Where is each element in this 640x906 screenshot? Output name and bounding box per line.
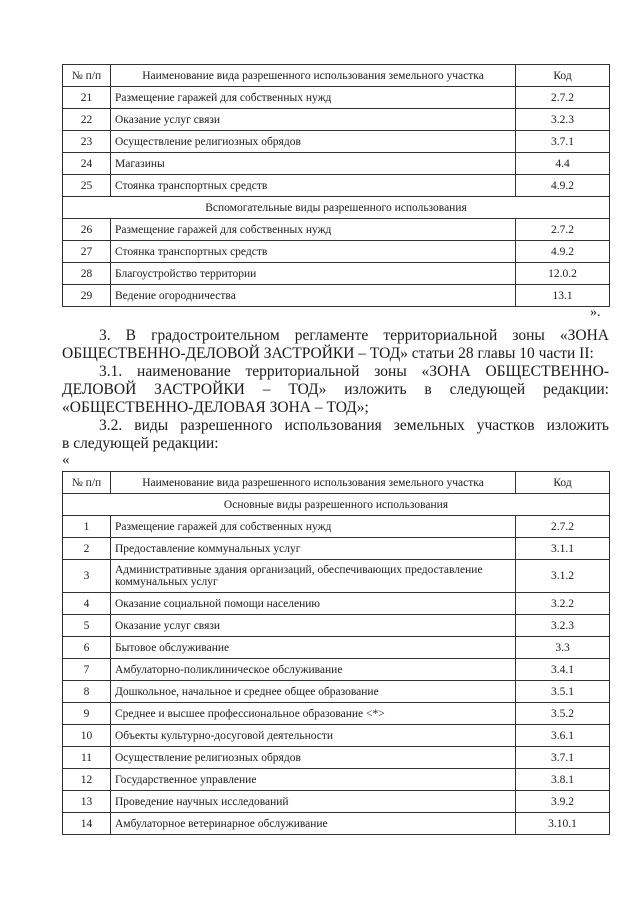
row-code: 3.2.2 — [516, 593, 610, 615]
section-row — [63, 197, 610, 219]
row-code: 3.5.2 — [516, 703, 610, 725]
table-row — [63, 615, 610, 637]
row-num: 27 — [63, 241, 111, 263]
row-name: Объекты культурно-досуговой деятельности — [111, 725, 516, 747]
row-code: 4.9.2 — [516, 175, 610, 197]
paragraph-3-1-line-1: 3.1. наименование территориальной зоны «ЗОНА ОБЩЕСТВЕННО- — [99, 363, 609, 380]
paragraph-3-2-line-1: 3.2. виды разрешенного использования земельных участков изложить — [99, 417, 609, 434]
paragraph-3-2-line-2: в следующей редакции: — [62, 435, 219, 452]
row-code: 2.7.2 — [516, 87, 610, 109]
header-code: Код — [516, 472, 610, 494]
row-num: 9 — [63, 703, 111, 725]
row-name: Оказание социальной помощи населению — [111, 593, 516, 615]
table-header-row — [63, 472, 610, 494]
table-row — [63, 131, 610, 153]
row-name: Предоставление коммунальных услуг — [111, 538, 516, 560]
table-row — [63, 516, 610, 538]
row-code: 4.4 — [516, 153, 610, 175]
row-name: Среднее и высшее профессиональное образование <*> — [111, 703, 516, 725]
table-row — [63, 637, 610, 659]
table-row — [63, 593, 610, 615]
row-name: Стоянка транспортных средств — [111, 175, 516, 197]
paragraph-3-line-2: ОБЩЕСТВЕННО-ДЕЛОВОЙ ЗАСТРОЙКИ – ТОД» статьи 28 главы 10 части II: — [62, 345, 594, 362]
row-num: 3 — [63, 560, 111, 593]
section-heading-auxiliary: Вспомогательные виды разрешенного использования — [63, 197, 610, 219]
row-name: Амбулаторное ветеринарное обслуживание — [111, 813, 516, 835]
table-row — [63, 538, 610, 560]
paragraph-3-1-line-2: ДЕЛОВОЙ ЗАСТРОЙКИ – ТОД» изложить в следующей редакции: — [62, 381, 609, 398]
row-name: Дошкольное, начальное и среднее общее образование — [111, 681, 516, 703]
row-code: 3.7.1 — [516, 131, 610, 153]
row-num: 23 — [63, 131, 111, 153]
row-num: 12 — [63, 769, 111, 791]
section-heading-main: Основные виды разрешенного использования — [63, 494, 610, 516]
row-name: Стоянка транспортных средств — [111, 241, 516, 263]
row-name: Размещение гаражей для собственных нужд — [111, 516, 516, 538]
table-row — [63, 285, 610, 307]
table-row — [63, 769, 610, 791]
row-code: 2.7.2 — [516, 219, 610, 241]
row-num: 8 — [63, 681, 111, 703]
header-num: № п/п — [63, 65, 111, 87]
row-num: 21 — [63, 87, 111, 109]
table-row — [63, 109, 610, 131]
row-num: 28 — [63, 263, 111, 285]
row-name: Магазины — [111, 153, 516, 175]
row-name: Ведение огородничества — [111, 285, 516, 307]
row-name: Административные здания организаций, обеспечивающих предоставление коммунальных услуг — [111, 560, 516, 593]
row-code: 3.6.1 — [516, 725, 610, 747]
row-name: Благоустройство территории — [111, 263, 516, 285]
row-name: Осуществление религиозных обрядов — [111, 747, 516, 769]
section-row — [63, 494, 610, 516]
row-code: 3.9.2 — [516, 791, 610, 813]
row-num: 7 — [63, 659, 111, 681]
row-name: Оказание услуг связи — [111, 615, 516, 637]
row-num: 6 — [63, 637, 111, 659]
table-row — [63, 747, 610, 769]
paragraph-3-1-line-3: «ОБЩЕСТВЕННО-ДЕЛОВАЯ ЗОНА – ТОД»; — [62, 399, 369, 416]
table-row — [63, 659, 610, 681]
header-name: Наименование вида разрешенного использования земельного участка — [111, 65, 516, 87]
row-name: Осуществление религиозных обрядов — [111, 131, 516, 153]
row-code: 3.5.1 — [516, 681, 610, 703]
table-row — [63, 681, 610, 703]
table-row — [63, 153, 610, 175]
row-num: 4 — [63, 593, 111, 615]
row-name: Амбулаторно-поликлиническое обслуживание — [111, 659, 516, 681]
row-code: 3.10.1 — [516, 813, 610, 835]
header-num: № п/п — [63, 472, 111, 494]
opening-quote: « — [62, 452, 70, 468]
row-code: 3.3 — [516, 637, 610, 659]
row-code: 3.4.1 — [516, 659, 610, 681]
row-code: 3.2.3 — [516, 615, 610, 637]
row-name: Бытовое обслуживание — [111, 637, 516, 659]
row-code: 13.1 — [516, 285, 610, 307]
row-num: 26 — [63, 219, 111, 241]
row-name: Размещение гаражей для собственных нужд — [111, 87, 516, 109]
row-code: 3.1.1 — [516, 538, 610, 560]
row-num: 14 — [63, 813, 111, 835]
row-num: 10 — [63, 725, 111, 747]
row-num: 22 — [63, 109, 111, 131]
row-code: 2.7.2 — [516, 516, 610, 538]
table-row — [63, 725, 610, 747]
paragraph-3-line-1: 3. В градостроительном регламенте территориальной зоны «ЗОНА — [99, 327, 609, 344]
row-num: 11 — [63, 747, 111, 769]
row-name: Государственное управление — [111, 769, 516, 791]
row-name: Оказание услуг связи — [111, 109, 516, 131]
row-code: 4.9.2 — [516, 241, 610, 263]
row-code: 3.8.1 — [516, 769, 610, 791]
row-code: 3.2.3 — [516, 109, 610, 131]
table-row — [63, 813, 610, 835]
row-name: Размещение гаражей для собственных нужд — [111, 219, 516, 241]
closing-quote: ». — [590, 305, 601, 320]
table-header-row — [63, 65, 610, 87]
row-code: 12.0.2 — [516, 263, 610, 285]
row-num: 2 — [63, 538, 111, 560]
table-row — [63, 703, 610, 725]
table-row — [63, 175, 610, 197]
row-num: 25 — [63, 175, 111, 197]
row-num: 13 — [63, 791, 111, 813]
table-row — [63, 560, 610, 593]
table-row — [63, 263, 610, 285]
row-name: Проведение научных исследований — [111, 791, 516, 813]
row-num: 24 — [63, 153, 111, 175]
row-num: 1 — [63, 516, 111, 538]
table-row — [63, 219, 610, 241]
table-row — [63, 241, 610, 263]
header-name: Наименование вида разрешенного использования земельного участка — [111, 472, 516, 494]
table-row — [63, 87, 610, 109]
table-row — [63, 791, 610, 813]
permitted-use-table-continued — [62, 64, 610, 307]
row-num: 29 — [63, 285, 111, 307]
permitted-use-table-main — [62, 471, 610, 835]
header-code: Код — [516, 65, 610, 87]
row-code: 3.7.1 — [516, 747, 610, 769]
row-num: 5 — [63, 615, 111, 637]
row-code: 3.1.2 — [516, 560, 610, 593]
